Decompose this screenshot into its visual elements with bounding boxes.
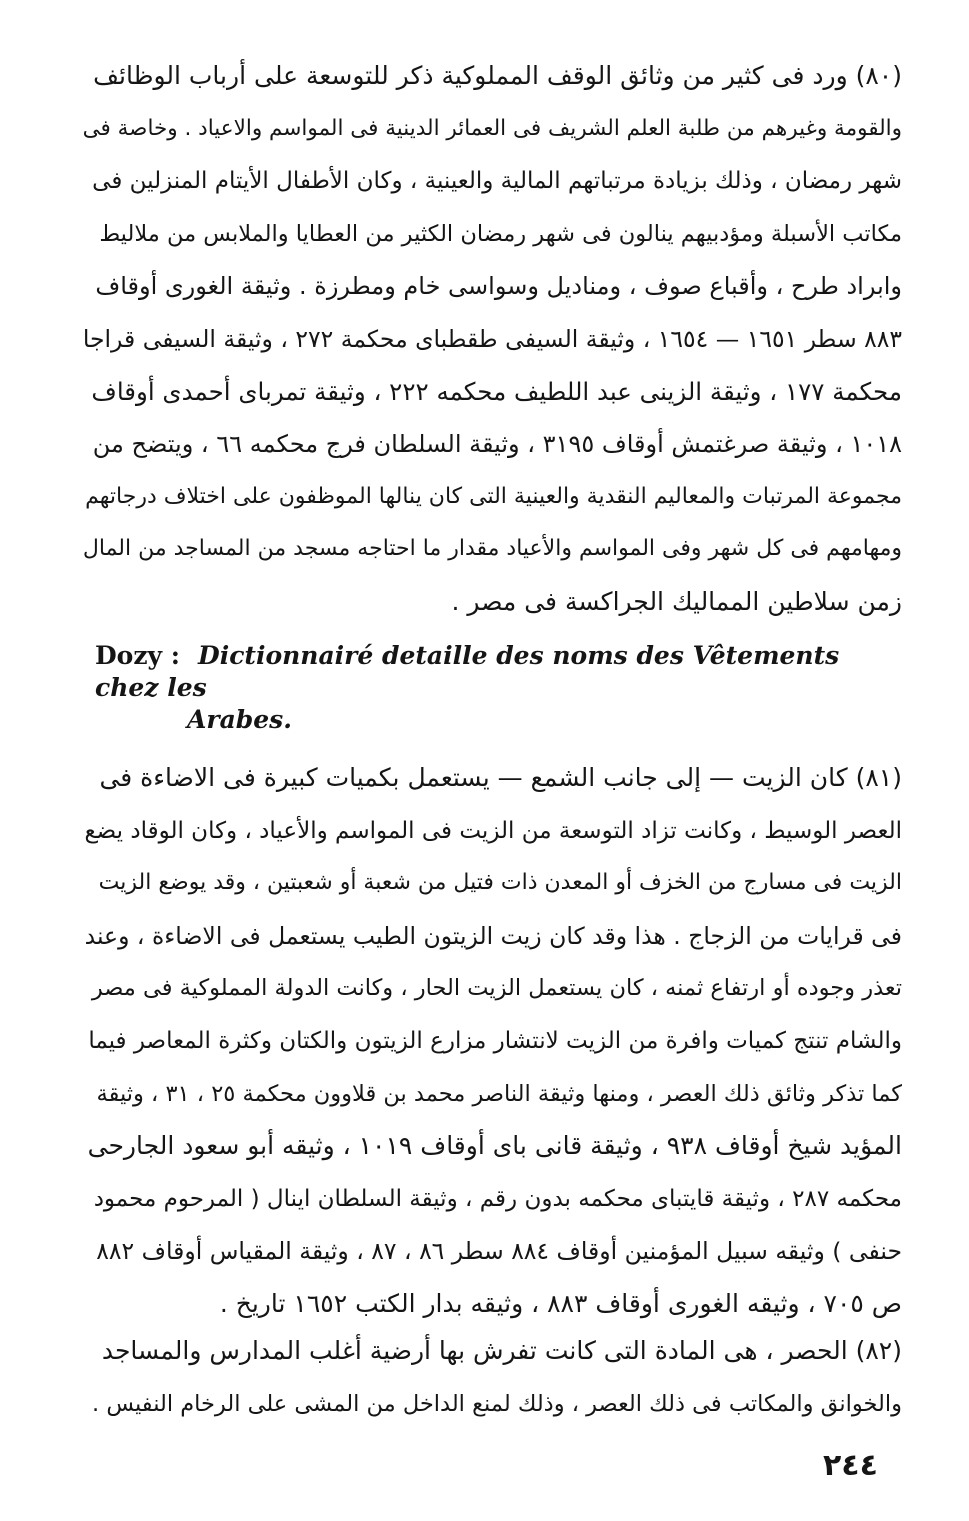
text-line: حنفى ) وثيقه سبيل المؤمنين أوقاف ٨٨٤ سطر ٨٦ ، ٨٧ ، وثيقة المقياس أوقاف ٨٨٢ <box>96 1237 902 1266</box>
text-line: فى قرايات من الزجاج . هذا وقد كان زيت الزيتون الطيب يستعمل فى الاضاءة ، وعند <box>84 921 902 950</box>
bibliographic-reference <box>95 640 905 736</box>
footnote-80 <box>82 50 902 629</box>
text-line: والقومة وغيرهم من طلبة العلم الشريف فى العمائر الدينية فى المواسم والاعياد . وخاصة فى <box>82 115 902 141</box>
text-line: كما تذكر وثائق ذلك العصر ، ومنها وثيقة الناصر محمد بن قلاوون محكمة ٢٥ ، ٣١ ، وثيقة <box>96 1080 902 1107</box>
text-line: محكمه ٢٨٧ ، وثيقة قايتباى محكمه بدون رقم ، وثيقة السلطان اينال ( المرحوم محمود <box>93 1185 902 1212</box>
text-line: زمن سلاطين المماليك الجراكسة فى مصر . <box>451 586 902 616</box>
text-line: ص ٧٠٥ ، وثيقه الغورى أوقاف ٨٨٣ ، وثيقه بدار الكتب ١٦٥٢ تاريخ . <box>219 1288 902 1318</box>
text-line: ١٠١٨ ، وثيقة صرغتمش أوقاف ٣١٩٥ ، وثيقة السلطان فرج محكمه ٦٦ ، ويتضح من <box>92 430 902 459</box>
text-line: مكاتب الأسبلة ومؤدبيهم ينالون فى شهر رمضان الكثير من العطايا والملابس من ملاليط <box>99 220 902 247</box>
reference-title-continuation: Arabes. <box>187 705 292 734</box>
text-line: وابراد طرح ، وأقباع صوف ، ومناديل وسواسى خام ومطرزة . وثيقة الغورى أوقاف <box>95 272 902 301</box>
reference-author: Dozy : <box>95 641 181 670</box>
footnote-82 <box>82 1325 902 1430</box>
page-number: ٢٤٤ <box>823 1448 878 1483</box>
text-line: ٨٨٣ سطر ١٦٥١ — ١٦٥٤ ، وثيقة السيفى طقطباى محكمة ٢٧٢ ، وثيقة السيفى قراجا <box>82 324 902 353</box>
text-line: والشام تنتج كميات وافرة من الزيت لانتشار مزارع الزيتون والكتان وكثرة المعاصر فيما <box>88 1027 902 1054</box>
text-line: (٨٠) ورد فى كثير من وثائق الوقف المملوكية ذكر للتوسعة على أرباب الوظائف <box>93 61 902 90</box>
text-line: العصر الوسيط ، وكانت تزاد التوسعة من الزيت فى المواسم والأعياد ، وكان الوقاد يضع <box>84 817 902 844</box>
text-line: مجموعة المرتبات والمعاليم النقدية والعينية التى كان ينالها الموظفون على اختلاف درجاتهم <box>85 483 902 509</box>
text-line: شهر رمضان ، وذلك بزيادة مرتباتهم المالية والعينية ، وكان الأطفال الأيتام المنزلين فى <box>92 168 902 195</box>
text-line: (٨١) كان الزيت — إلى جانب الشمع — يستعمل بكميات كبيرة فى الاضاءة فى <box>99 763 902 792</box>
text-line: ومهامهم فى كل شهر وفى المواسم والأعياد مقدار ما احتاجه مسجد من المساجد من المال <box>82 536 902 562</box>
footnote-81 <box>82 752 902 1331</box>
text-line: الزيت فى مسارج من الخزف أو المعدن ذات فتيل من شعبة أو شعبتين ، وقد يوضع الزيت <box>98 870 902 896</box>
text-line: المؤيد شيخ أوقاف ٩٣٨ ، وثيقة قانى باى أوقاف ١٠١٩ ، وثيقه أبو سعود الجارحى <box>87 1131 902 1161</box>
reference-title: Dictionnairé detaille des noms des Vêtements chez les <box>95 641 840 702</box>
text-line: (٨٢) الحصر ، هى المادة التى كانت تفرش بها أرضية أغلب المدارس والمساجد <box>101 1336 902 1365</box>
text-line: محكمة ١٧٧ ، وثيقة الزينى عبد اللطيف محكمه ٢٢٢ ، وثيقة تمرباى أحمدى أوقاف <box>91 376 902 406</box>
text-line: والخوانق والمكاتب فى ذلك العصر ، وذلك لمنع الداخل من المشى على الرخام النفيس . <box>92 1390 902 1417</box>
text-line: تعذر وجوده أو ارتفاع ثمنه ، كان يستعمل الزيت الحار ، وكانت الدولة المملوكية فى مصر <box>91 975 902 1002</box>
